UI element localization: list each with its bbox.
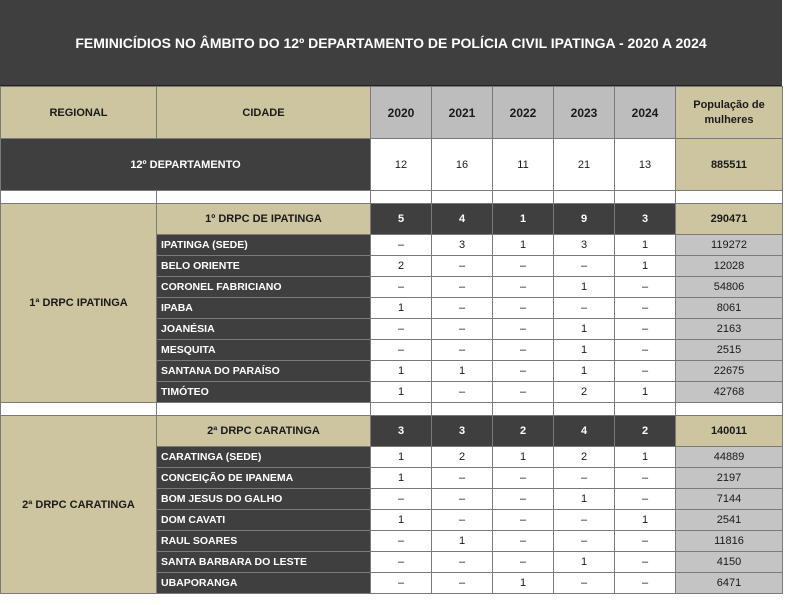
city-name: BOM JESUS DO GALHO xyxy=(157,489,371,510)
city-name: MESQUITA xyxy=(157,340,371,361)
department-value: 12 xyxy=(371,139,432,191)
spacer-cell xyxy=(676,403,783,416)
subtotal-value: 3 xyxy=(371,416,432,447)
header-year: 2024 xyxy=(615,87,676,139)
city-value: 1 xyxy=(371,468,432,489)
city-name: IPATINGA (SEDE) xyxy=(157,235,371,256)
city-name: UBAPORANGA xyxy=(157,573,371,594)
city-value: – xyxy=(493,382,554,403)
city-value: 3 xyxy=(432,235,493,256)
page-title: FEMINICÍDIOS NO ÂMBITO DO 12º DEPARTAMENTO DE POLÍCIA CIVIL IPATINGA - 2020 A 2024 xyxy=(0,0,782,86)
city-value: 1 xyxy=(554,319,615,340)
department-label: 12º DEPARTAMENTO xyxy=(1,139,371,191)
regional-name: 2ª DRPC CARATINGA xyxy=(1,416,157,594)
subtotal-value: 3 xyxy=(615,204,676,235)
city-value: – xyxy=(615,298,676,319)
city-populacao: 44889 xyxy=(676,447,783,468)
city-value: – xyxy=(615,531,676,552)
subtotal-populacao: 140011 xyxy=(676,416,783,447)
city-value: – xyxy=(493,340,554,361)
city-value: – xyxy=(554,468,615,489)
city-value: – xyxy=(371,340,432,361)
city-value: – xyxy=(615,319,676,340)
city-value: 1 xyxy=(371,510,432,531)
city-value: 1 xyxy=(371,382,432,403)
city-value: – xyxy=(493,552,554,573)
spacer-row xyxy=(1,403,783,416)
city-name: TIMÓTEO xyxy=(157,382,371,403)
city-value: – xyxy=(432,256,493,277)
city-value: – xyxy=(615,489,676,510)
header-year: 2022 xyxy=(493,87,554,139)
city-value: 1 xyxy=(615,510,676,531)
city-value: – xyxy=(432,489,493,510)
city-value: – xyxy=(493,468,554,489)
department-populacao: 885511 xyxy=(676,139,783,191)
city-value: – xyxy=(432,552,493,573)
city-name: RAUL SOARES xyxy=(157,531,371,552)
spacer-cell xyxy=(371,403,432,416)
city-value: – xyxy=(615,277,676,298)
city-populacao: 22675 xyxy=(676,361,783,382)
city-value: 1 xyxy=(554,489,615,510)
subtotal-label: 2ª DRPC CARATINGA xyxy=(157,416,371,447)
city-value: – xyxy=(493,361,554,382)
spacer-cell xyxy=(432,191,493,204)
city-value: – xyxy=(615,468,676,489)
city-name: CARATINGA (SEDE) xyxy=(157,447,371,468)
city-value: – xyxy=(371,235,432,256)
department-value: 11 xyxy=(493,139,554,191)
city-value: 1 xyxy=(615,382,676,403)
header-row xyxy=(1,87,783,139)
city-name: JOANÉSIA xyxy=(157,319,371,340)
city-value: 1 xyxy=(554,340,615,361)
city-name: SANTANA DO PARAÍSO xyxy=(157,361,371,382)
city-value: – xyxy=(371,531,432,552)
spacer-cell xyxy=(615,403,676,416)
city-value: – xyxy=(371,319,432,340)
city-value: – xyxy=(493,489,554,510)
city-value: 2 xyxy=(554,382,615,403)
city-value: – xyxy=(493,510,554,531)
city-value: 1 xyxy=(493,573,554,594)
city-value: – xyxy=(432,298,493,319)
spacer-cell xyxy=(157,191,371,204)
city-value: – xyxy=(554,298,615,319)
city-value: – xyxy=(615,361,676,382)
city-value: 2 xyxy=(554,447,615,468)
city-value: – xyxy=(432,340,493,361)
city-value: – xyxy=(432,277,493,298)
city-value: – xyxy=(432,468,493,489)
city-value: – xyxy=(554,256,615,277)
city-name: CONCEIÇÃO DE IPANEMA xyxy=(157,468,371,489)
city-value: 2 xyxy=(371,256,432,277)
spacer-cell xyxy=(493,191,554,204)
city-populacao: 11816 xyxy=(676,531,783,552)
spacer-cell xyxy=(554,191,615,204)
city-value: 1 xyxy=(432,531,493,552)
department-total-row xyxy=(1,139,783,191)
city-populacao: 2541 xyxy=(676,510,783,531)
city-value: – xyxy=(615,573,676,594)
department-value: 13 xyxy=(615,139,676,191)
spacer-cell xyxy=(157,403,371,416)
city-populacao: 54806 xyxy=(676,277,783,298)
city-populacao: 2163 xyxy=(676,319,783,340)
header-cidade: CIDADE xyxy=(157,87,371,139)
spacer-cell xyxy=(371,191,432,204)
subtotal-value: 1 xyxy=(493,204,554,235)
city-name: IPABA xyxy=(157,298,371,319)
city-populacao: 4150 xyxy=(676,552,783,573)
regional-subtotal-row xyxy=(1,416,783,447)
subtotal-populacao: 290471 xyxy=(676,204,783,235)
header-regional: REGIONAL xyxy=(1,87,157,139)
city-value: 1 xyxy=(554,361,615,382)
regional-subtotal-row xyxy=(1,204,783,235)
city-populacao: 8061 xyxy=(676,298,783,319)
city-value: 1 xyxy=(554,277,615,298)
spacer-cell xyxy=(1,191,157,204)
subtotal-value: 4 xyxy=(432,204,493,235)
city-value: 1 xyxy=(615,256,676,277)
city-value: – xyxy=(554,531,615,552)
city-name: CORONEL FABRICIANO xyxy=(157,277,371,298)
city-value: – xyxy=(493,277,554,298)
header-year: 2023 xyxy=(554,87,615,139)
city-populacao: 12028 xyxy=(676,256,783,277)
spacer-cell xyxy=(676,191,783,204)
city-name: SANTA BARBARA DO LESTE xyxy=(157,552,371,573)
feminicide-table xyxy=(0,86,783,594)
city-value: – xyxy=(493,256,554,277)
subtotal-label: 1º DRPC DE IPATINGA xyxy=(157,204,371,235)
city-value: 1 xyxy=(371,361,432,382)
city-value: – xyxy=(554,573,615,594)
city-value: – xyxy=(371,277,432,298)
department-value: 16 xyxy=(432,139,493,191)
city-value: – xyxy=(371,489,432,510)
city-value: – xyxy=(493,298,554,319)
city-name: DOM CAVATI xyxy=(157,510,371,531)
city-populacao: 42768 xyxy=(676,382,783,403)
city-value: 1 xyxy=(493,447,554,468)
city-value: – xyxy=(371,552,432,573)
spacer-row xyxy=(1,191,783,204)
city-value: 1 xyxy=(493,235,554,256)
city-populacao: 2515 xyxy=(676,340,783,361)
city-value: – xyxy=(432,319,493,340)
city-value: 3 xyxy=(554,235,615,256)
city-value: 1 xyxy=(615,235,676,256)
city-name: BELO ORIENTE xyxy=(157,256,371,277)
subtotal-value: 9 xyxy=(554,204,615,235)
subtotal-value: 3 xyxy=(432,416,493,447)
city-value: 1 xyxy=(371,298,432,319)
header-year: 2020 xyxy=(371,87,432,139)
spacer-cell xyxy=(554,403,615,416)
city-populacao: 6471 xyxy=(676,573,783,594)
subtotal-value: 2 xyxy=(615,416,676,447)
city-value: – xyxy=(615,340,676,361)
city-value: – xyxy=(432,510,493,531)
header-year: 2021 xyxy=(432,87,493,139)
city-value: – xyxy=(554,510,615,531)
spacer-cell xyxy=(1,403,157,416)
city-populacao: 2197 xyxy=(676,468,783,489)
city-value: 1 xyxy=(554,552,615,573)
city-value: – xyxy=(493,531,554,552)
city-value: – xyxy=(615,552,676,573)
regional-name: 1ª DRPC IPATINGA xyxy=(1,204,157,403)
city-value: 1 xyxy=(371,447,432,468)
city-populacao: 7144 xyxy=(676,489,783,510)
city-value: – xyxy=(371,573,432,594)
subtotal-value: 2 xyxy=(493,416,554,447)
subtotal-value: 4 xyxy=(554,416,615,447)
spacer-cell xyxy=(615,191,676,204)
city-value: 2 xyxy=(432,447,493,468)
city-value: – xyxy=(432,573,493,594)
city-value: – xyxy=(493,319,554,340)
spacer-cell xyxy=(432,403,493,416)
city-value: 1 xyxy=(615,447,676,468)
city-value: 1 xyxy=(432,361,493,382)
spacer-cell xyxy=(493,403,554,416)
city-populacao: 119272 xyxy=(676,235,783,256)
subtotal-value: 5 xyxy=(371,204,432,235)
city-value: – xyxy=(432,382,493,403)
header-populacao: População de mulheres xyxy=(676,87,783,139)
department-value: 21 xyxy=(554,139,615,191)
